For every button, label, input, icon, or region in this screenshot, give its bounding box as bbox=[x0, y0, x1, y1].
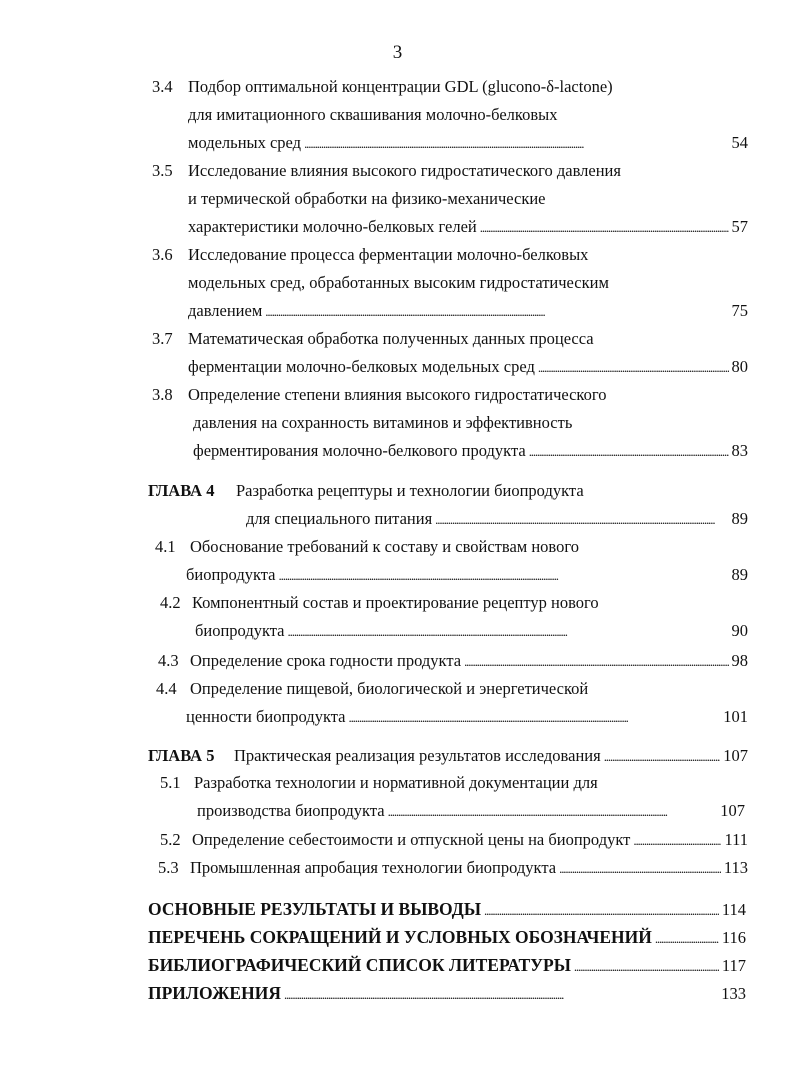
section-title-line: давления на сохранность витаминов и эффективность bbox=[193, 413, 573, 432]
page-ref: 75 bbox=[731, 301, 748, 320]
section-title-line: биопродукта bbox=[195, 621, 285, 640]
section-title-line: Разработка технологии и нормативной документации для bbox=[194, 773, 598, 792]
section-title-line: Математическая обработка полученных данных процесса bbox=[188, 329, 594, 348]
section-number: 4.3 bbox=[158, 651, 179, 670]
bibliography-title: БИБЛИОГРАФИЧЕСКИЙ СПИСОК ЛИТЕРАТУРЫ bbox=[148, 955, 571, 975]
section-number: 3.7 bbox=[152, 329, 173, 348]
section-title-line: давлением bbox=[188, 301, 263, 320]
section-title-line: Определение срока годности продукта bbox=[190, 651, 462, 670]
chapter-title-line: для специального питания bbox=[246, 509, 433, 528]
leader-dots bbox=[538, 358, 729, 378]
page-ref: 98 bbox=[731, 651, 748, 670]
section-title-line: Исследование влияния высокого гидростатического давления bbox=[188, 161, 621, 180]
section-title-line: ферментации молочно-белковых модельных сред bbox=[188, 357, 535, 376]
page-ref: 107 bbox=[723, 746, 748, 765]
leader-dots bbox=[604, 747, 721, 767]
section-number: 4.4 bbox=[156, 679, 177, 698]
leader-dots bbox=[348, 708, 720, 728]
section-title-line: Обоснование требований к составу и свойствам нового bbox=[190, 537, 579, 556]
section-number: 4.2 bbox=[160, 593, 181, 612]
page-ref: 116 bbox=[721, 928, 746, 947]
section-number: 3.8 bbox=[152, 385, 173, 404]
page-ref: 89 bbox=[731, 565, 748, 584]
page-ref: 111 bbox=[724, 830, 748, 849]
leader-dots bbox=[279, 566, 729, 586]
leader-dots bbox=[435, 510, 728, 530]
appendix-title: ПРИЛОЖЕНИЯ bbox=[148, 983, 281, 1003]
leader-dots bbox=[633, 831, 721, 851]
section-title-line: Определение пищевой, биологической и энергетической bbox=[190, 679, 589, 698]
section-title-line: Компонентный состав и проектирование рецептур нового bbox=[192, 593, 599, 612]
leader-dots bbox=[559, 859, 721, 879]
section-title-line: Подбор оптимальной концентрации GDL (glucono-δ-lactone) bbox=[188, 77, 613, 96]
chapter-label: ГЛАВА 4 bbox=[148, 481, 215, 500]
section-title-line: Определение степени влияния высокого гидростатического bbox=[188, 385, 607, 404]
leader-dots bbox=[265, 302, 728, 322]
page-ref: 54 bbox=[731, 133, 748, 152]
page-ref: 89 bbox=[731, 509, 748, 528]
section-number: 5.3 bbox=[158, 858, 179, 877]
page-ref: 83 bbox=[731, 441, 748, 460]
page-ref: 117 bbox=[721, 956, 746, 975]
abbreviations-title: ПЕРЕЧЕНЬ СОКРАЩЕНИЙ И УСЛОВНЫХ ОБОЗНАЧЕНИЙ bbox=[148, 927, 652, 947]
results-title: ОСНОВНЫЕ РЕЗУЛЬТАТЫ И ВЫВОДЫ bbox=[148, 899, 482, 919]
page-ref: 80 bbox=[731, 357, 748, 376]
page-ref: 90 bbox=[731, 621, 748, 640]
page-ref: 113 bbox=[723, 858, 748, 877]
section-number: 5.1 bbox=[160, 773, 181, 792]
leader-dots bbox=[655, 929, 719, 949]
leader-dots bbox=[484, 901, 719, 921]
section-title-line: Определение себестоимости и отпускной цены на биопродукт bbox=[192, 830, 631, 849]
page-ref: 114 bbox=[721, 900, 746, 919]
leader-dots bbox=[284, 985, 718, 1005]
page-ref: 107 bbox=[720, 801, 745, 820]
section-number: 5.2 bbox=[160, 830, 181, 849]
section-title-line: модельных сред bbox=[188, 133, 302, 152]
page-ref: 101 bbox=[723, 707, 748, 726]
leader-dots bbox=[288, 622, 729, 642]
section-title-line: характеристики молочно-белковых гелей bbox=[188, 217, 477, 236]
section-number: 3.5 bbox=[152, 161, 173, 180]
section-number: 4.1 bbox=[155, 537, 176, 556]
page-number: 3 bbox=[392, 42, 403, 63]
section-title-line: модельных сред, обработанных высоким гидростатическим bbox=[188, 273, 609, 292]
section-title-line: производства биопродукта bbox=[197, 801, 385, 820]
leader-dots bbox=[464, 652, 728, 672]
section-title-line: Исследование процесса ферментации молочно-белковых bbox=[188, 245, 589, 264]
section-title-line: ценности биопродукта bbox=[186, 707, 346, 726]
leader-dots bbox=[480, 218, 729, 238]
section-title-line: и термической обработки на физико-механические bbox=[188, 189, 546, 208]
section-title-line: биопродукта bbox=[186, 565, 276, 584]
leader-dots bbox=[529, 442, 729, 462]
section-title-line: Промышленная апробация технологии биопродукта bbox=[190, 858, 557, 877]
leader-dots bbox=[304, 134, 728, 154]
section-number: 3.4 bbox=[152, 77, 173, 96]
leader-dots bbox=[574, 957, 719, 977]
chapter-title-line: Разработка рецептуры и технологии биопродукта bbox=[236, 481, 584, 500]
page-ref: 133 bbox=[721, 984, 746, 1003]
section-title-line: ферментирования молочно-белкового продукта bbox=[193, 441, 526, 460]
section-number: 3.6 bbox=[152, 245, 173, 264]
chapter-title-line: Практическая реализация результатов исследования bbox=[234, 746, 601, 765]
chapter-label: ГЛАВА 5 bbox=[148, 746, 215, 765]
page-ref: 57 bbox=[731, 217, 748, 236]
section-title-line: для имитационного сквашивания молочно-белковых bbox=[188, 105, 558, 124]
leader-dots bbox=[388, 802, 718, 822]
